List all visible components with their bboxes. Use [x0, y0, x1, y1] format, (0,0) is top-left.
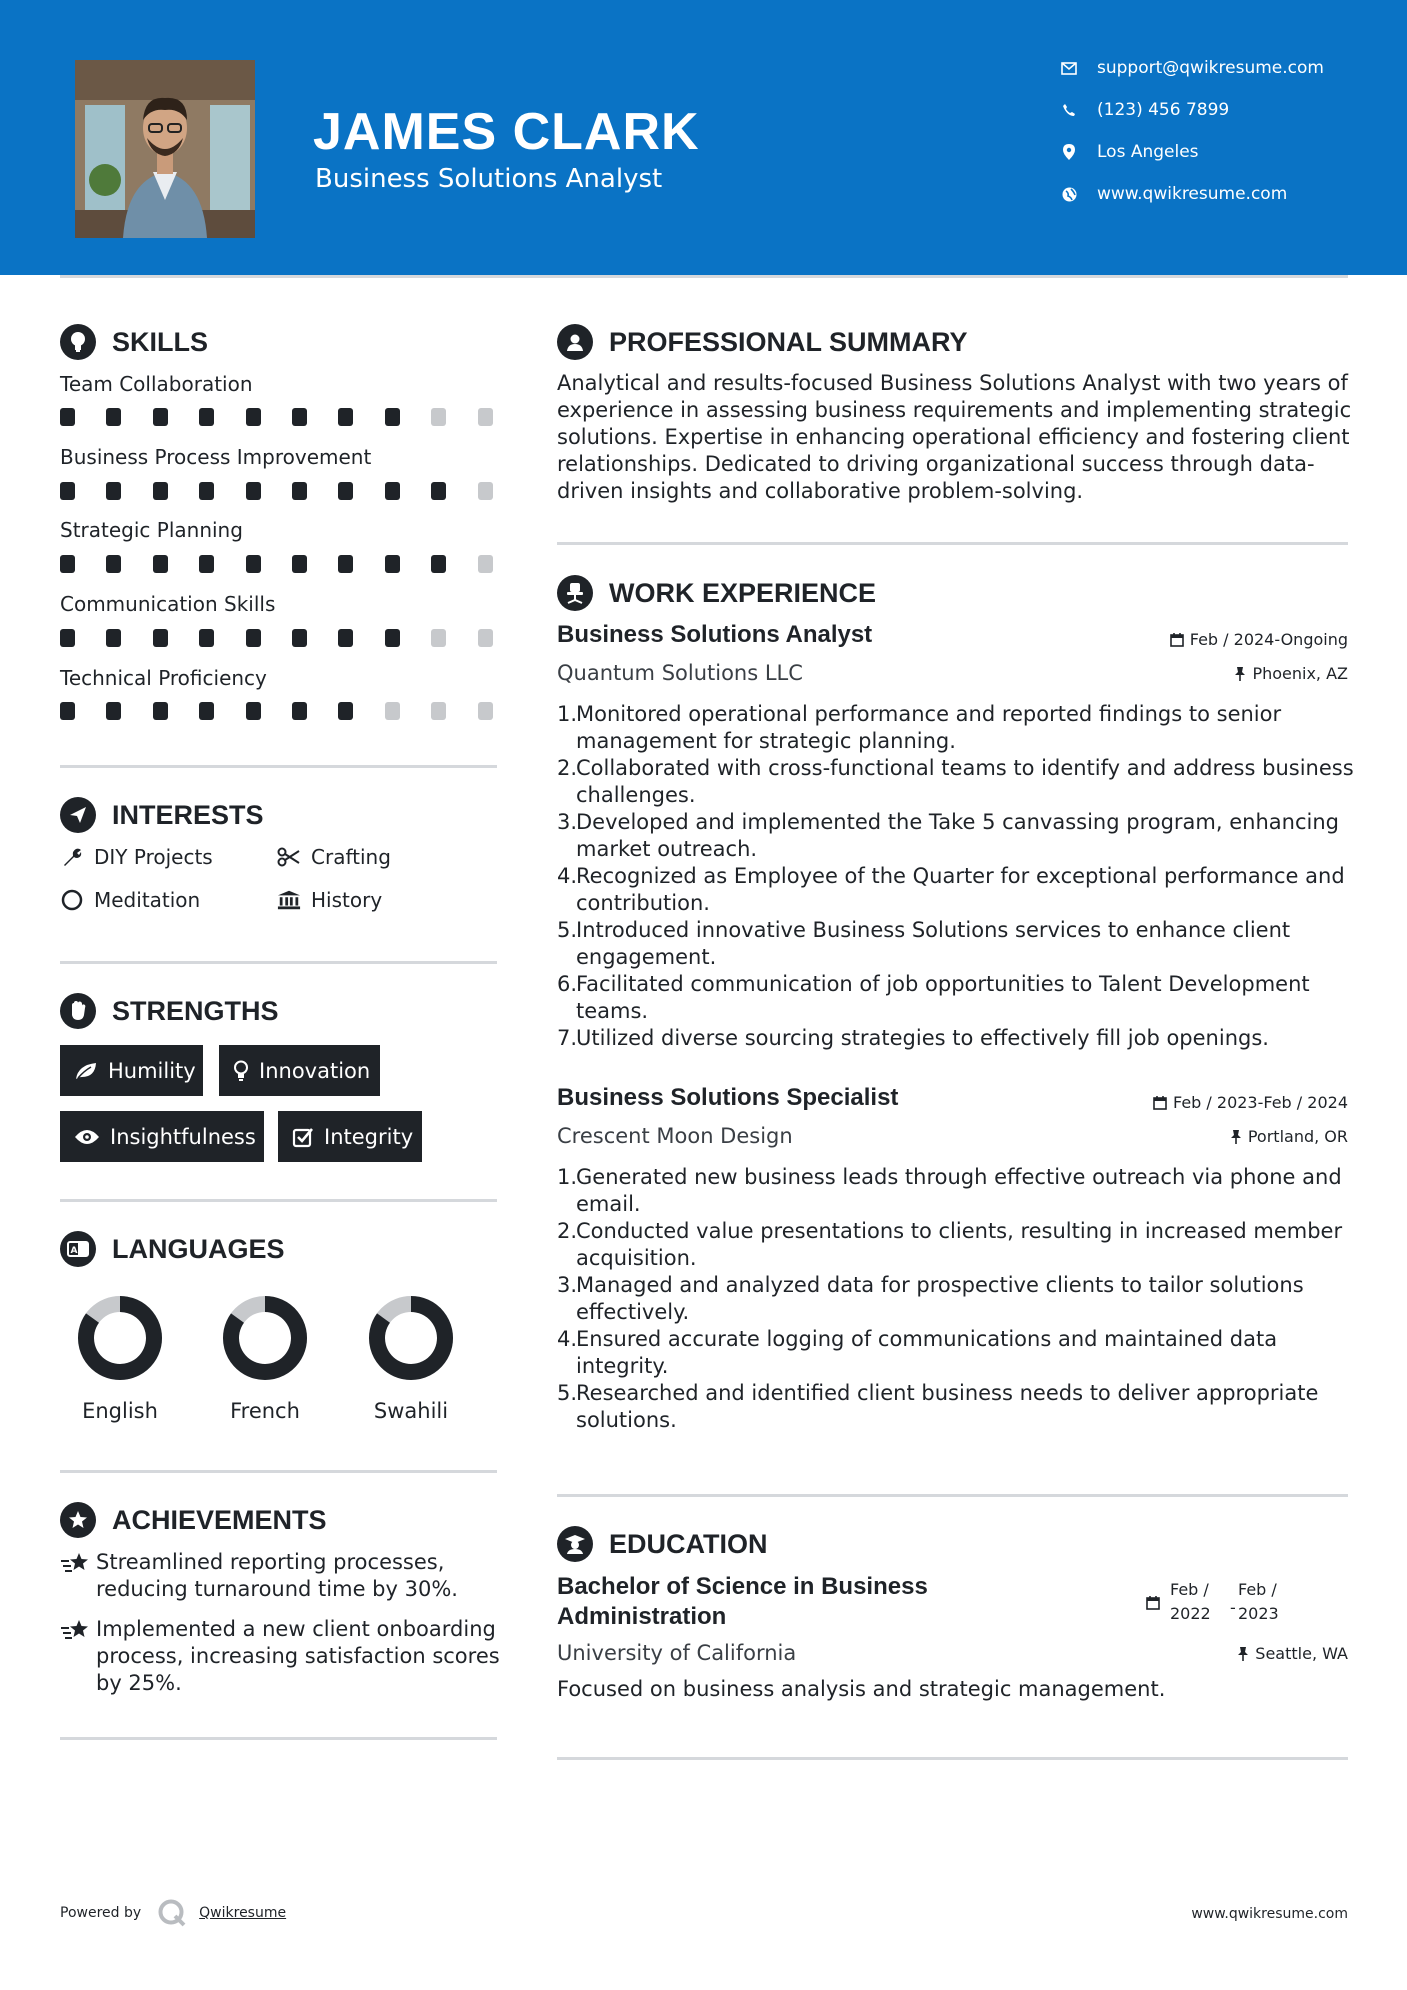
- skill-dot-filled: [385, 555, 400, 573]
- interest-item: DIY Projects: [60, 845, 213, 869]
- summary-heading: PROFESSIONAL SUMMARY: [557, 324, 968, 360]
- interest-item: Crafting: [277, 845, 391, 869]
- list-item: 2. Conducted value presentations to clients, resulting in increased member acquisition.: [557, 1219, 1343, 1270]
- job-responsibilities: [557, 701, 1357, 1052]
- candidate-title: Business Solutions Analyst: [315, 164, 663, 194]
- list-item: 2. Collaborated with cross-functional teams to identify and address business challenges.: [557, 756, 1354, 807]
- wrench-icon: [60, 847, 84, 867]
- interest-item: Meditation: [60, 888, 200, 912]
- skill-label: Technical Proficiency: [60, 666, 267, 690]
- experience-heading: WORK EXPERIENCE: [557, 575, 876, 611]
- job-dates: Feb / 2023-Feb / 2024: [1153, 1093, 1348, 1112]
- contact-website-text: www.qwikresume.com: [1097, 184, 1288, 204]
- skill-dot-filled: [106, 629, 121, 647]
- lightbulb-icon: [233, 1060, 249, 1082]
- skill-dot-filled: [199, 408, 214, 426]
- achievements-heading: ACHIEVEMENTS: [60, 1502, 327, 1538]
- list-item: 7. Utilized diverse sourcing strategies to effectively fill job openings.: [557, 1026, 1269, 1050]
- skill-dot-filled: [199, 555, 214, 573]
- footer-powered-by: Powered by Qwikresume: [60, 1898, 286, 1928]
- summary-text: Analytical and results-focused Business Solutions Analyst with two years of experience in assessing business requirements and implementing strategic solutions. Expertise in enhancing operational efficiency and fostering client relationships. Dedicated to driving organizational success through data-driven insights and collaborative problem-solving.: [557, 371, 1352, 503]
- skill-dot-filled: [338, 408, 353, 426]
- skill-dot-filled: [153, 482, 168, 500]
- skill-dot-filled: [60, 408, 75, 426]
- job-location: Portland, OR: [1230, 1127, 1348, 1146]
- skill-dot-filled: [431, 555, 446, 573]
- section-divider: [557, 1494, 1348, 1497]
- calendar-icon: [1146, 1595, 1160, 1610]
- hand-icon: [60, 993, 96, 1029]
- skill-dot-empty: [431, 408, 446, 426]
- interests-heading: INTERESTS: [60, 797, 264, 833]
- pushpin-icon: [1230, 1129, 1242, 1144]
- contact-phone[interactable]: [1055, 100, 1229, 120]
- profile-photo: [75, 60, 255, 238]
- skill-dot-filled: [292, 555, 307, 573]
- lightbulb-icon: [60, 324, 96, 360]
- skill-dot-filled: [153, 408, 168, 426]
- resume-header: [0, 0, 1407, 275]
- strength-tag: Innovation: [219, 1045, 380, 1096]
- circle-icon: [60, 889, 84, 911]
- list-item: 1. Monitored operational performance and reported findings to senior management for strategic planning.: [557, 702, 1282, 753]
- job-location: Phoenix, AZ: [1234, 664, 1348, 683]
- shooting-star-icon: [60, 1616, 96, 1697]
- skill-label: Strategic Planning: [60, 518, 243, 542]
- section-divider: [60, 961, 497, 964]
- skill-dot-empty: [478, 555, 493, 573]
- section-divider: [60, 1737, 497, 1740]
- education-location: Seattle, WA: [1237, 1644, 1348, 1663]
- skill-dot-filled: [338, 555, 353, 573]
- language-label: French: [230, 1399, 300, 1423]
- phone-icon: [1055, 103, 1083, 117]
- list-item: 4. Ensured accurate logging of communications and maintained data integrity.: [557, 1327, 1278, 1378]
- skill-rating: [60, 629, 500, 647]
- list-item: 3. Managed and analyzed data for prospective clients to tailor solutions effectively.: [557, 1273, 1304, 1324]
- calendar-icon: [1170, 632, 1184, 647]
- skill-label: Business Process Improvement: [60, 445, 372, 469]
- degree-title: Bachelor of Science in Business Administration: [557, 1573, 928, 1630]
- languages-heading: A LANGUAGES: [60, 1231, 285, 1267]
- section-divider: [557, 1757, 1348, 1760]
- skill-dot-filled: [60, 555, 75, 573]
- skill-dot-filled: [60, 702, 75, 720]
- office-chair-icon: [557, 575, 593, 611]
- language-level-ring: [195, 1288, 335, 1388]
- job-dates: Feb / 2024-Ongoing: [1170, 630, 1348, 649]
- job-responsibilities: [557, 1164, 1357, 1434]
- list-item: 5. Introduced innovative Business Solutions services to enhance client engagement.: [557, 918, 1291, 969]
- skill-dot-filled: [60, 629, 75, 647]
- skills-heading: SKILLS: [60, 324, 208, 360]
- skill-rating: [60, 702, 500, 720]
- skill-dot-filled: [199, 629, 214, 647]
- skill-dot-filled: [153, 702, 168, 720]
- star-badge-icon: [60, 1502, 96, 1538]
- skill-dot-filled: [292, 408, 307, 426]
- skill-dot-filled: [338, 702, 353, 720]
- skill-dot-filled: [338, 629, 353, 647]
- language-item: [50, 1288, 190, 1392]
- skill-dot-empty: [478, 629, 493, 647]
- header-divider: [60, 275, 1348, 278]
- skill-dot-filled: [106, 482, 121, 500]
- education-description: Focused on business analysis and strategic management.: [557, 1677, 1166, 1701]
- skill-rating: [60, 408, 500, 426]
- skill-dot-empty: [478, 482, 493, 500]
- contact-email[interactable]: [1055, 58, 1324, 78]
- check-square-icon: [292, 1126, 314, 1148]
- school-name: University of California: [557, 1641, 797, 1665]
- candidate-name: JAMES CLARK: [313, 103, 700, 161]
- job-title: Business Solutions Specialist: [557, 1084, 899, 1111]
- skill-dot-filled: [292, 629, 307, 647]
- language-item: [341, 1288, 481, 1392]
- skill-dot-filled: [385, 482, 400, 500]
- strength-tag: Integrity: [278, 1111, 422, 1162]
- education-heading: EDUCATION: [557, 1526, 768, 1562]
- contact-location: [1055, 142, 1199, 162]
- skill-rating: [60, 482, 500, 500]
- shooting-star-icon: [60, 1549, 96, 1603]
- list-item: 1. Generated new business leads through effective outreach via phone and email.: [557, 1165, 1342, 1216]
- skill-dot-empty: [431, 702, 446, 720]
- skill-dot-filled: [106, 555, 121, 573]
- skill-dot-filled: [106, 702, 121, 720]
- skill-label: Team Collaboration: [60, 372, 253, 396]
- section-divider: [60, 1199, 497, 1202]
- language-label: English: [82, 1399, 158, 1423]
- skill-rating: [60, 555, 500, 573]
- section-divider: [557, 542, 1348, 545]
- list-item: 5. Researched and identified client business needs to deliver appropriate solutions.: [557, 1381, 1319, 1432]
- section-divider: [60, 765, 497, 768]
- skill-dot-filled: [60, 482, 75, 500]
- list-item: 3. Developed and implemented the Take 5 canvassing program, enhancing market outreach.: [557, 810, 1339, 861]
- skill-dot-filled: [292, 702, 307, 720]
- map-pin-icon: [1055, 144, 1083, 160]
- list-item: 6. Facilitated communication of job opportunities to Talent Development teams.: [557, 972, 1310, 1023]
- section-divider: [60, 1470, 497, 1473]
- skill-label: Communication Skills: [60, 592, 276, 616]
- achievement-item: Streamlined reporting processes, reducing turnaround time by 30%.: [60, 1549, 500, 1603]
- skill-dot-filled: [199, 482, 214, 500]
- museum-icon: [277, 889, 301, 911]
- contact-email-text: support@qwikresume.com: [1097, 58, 1324, 78]
- envelope-icon: [1055, 62, 1083, 75]
- footer-url[interactable]: www.qwikresume.com: [1191, 1906, 1348, 1922]
- skill-dot-empty: [431, 629, 446, 647]
- graduate-icon: [557, 1526, 593, 1562]
- skill-dot-filled: [106, 408, 121, 426]
- skill-dot-filled: [246, 482, 261, 500]
- qwikresume-logo-icon: [157, 1898, 187, 1928]
- svg-text:A: A: [70, 1246, 78, 1256]
- skill-dot-empty: [478, 702, 493, 720]
- pushpin-icon: [1234, 666, 1246, 681]
- skill-dot-filled: [385, 408, 400, 426]
- interest-item: History: [277, 888, 382, 912]
- skill-dot-empty: [385, 702, 400, 720]
- language-item: [195, 1288, 335, 1392]
- skill-dot-filled: [292, 482, 307, 500]
- skill-dot-filled: [431, 482, 446, 500]
- strength-tag: Humility: [60, 1045, 203, 1096]
- skill-dot-filled: [199, 702, 214, 720]
- education-dates: Feb / 2022 - Feb / 2023: [1146, 1578, 1288, 1626]
- calendar-icon: [1153, 1095, 1167, 1110]
- language-icon: [60, 1231, 96, 1267]
- list-item: 4. Recognized as Employee of the Quarter for exceptional performance and contribution.: [557, 864, 1345, 915]
- user-icon: [557, 324, 593, 360]
- skill-dot-filled: [246, 629, 261, 647]
- qwikresume-link[interactable]: Qwikresume: [199, 1905, 287, 1921]
- contact-location-text: Los Angeles: [1097, 142, 1199, 162]
- skill-dot-filled: [153, 629, 168, 647]
- skill-dot-filled: [338, 482, 353, 500]
- company-name: Crescent Moon Design: [557, 1124, 793, 1148]
- skill-dot-filled: [385, 629, 400, 647]
- language-label: Swahili: [373, 1399, 449, 1423]
- paper-plane-icon: [60, 797, 96, 833]
- strength-tag: Insightfulness: [60, 1111, 264, 1162]
- achievement-item: Implemented a new client onboarding process, increasing satisfaction scores by 25%.: [60, 1616, 500, 1697]
- skill-dot-filled: [153, 555, 168, 573]
- scissors-icon: [277, 847, 301, 867]
- leaf-icon: [74, 1061, 98, 1081]
- language-level-ring: [50, 1288, 190, 1388]
- company-name: Quantum Solutions LLC: [557, 661, 803, 685]
- globe-icon: [1055, 187, 1083, 202]
- skill-dot-filled: [246, 408, 261, 426]
- job-title: Business Solutions Analyst: [557, 621, 873, 648]
- pushpin-icon: [1237, 1646, 1249, 1661]
- language-level-ring: [341, 1288, 481, 1388]
- skill-dot-empty: [478, 408, 493, 426]
- contact-phone-text: (123) 456 7899: [1097, 100, 1230, 120]
- skill-dot-filled: [246, 702, 261, 720]
- skill-dot-filled: [246, 555, 261, 573]
- eye-icon: [74, 1129, 100, 1145]
- contact-website[interactable]: [1055, 184, 1287, 204]
- strengths-heading: STRENGTHS: [60, 993, 279, 1029]
